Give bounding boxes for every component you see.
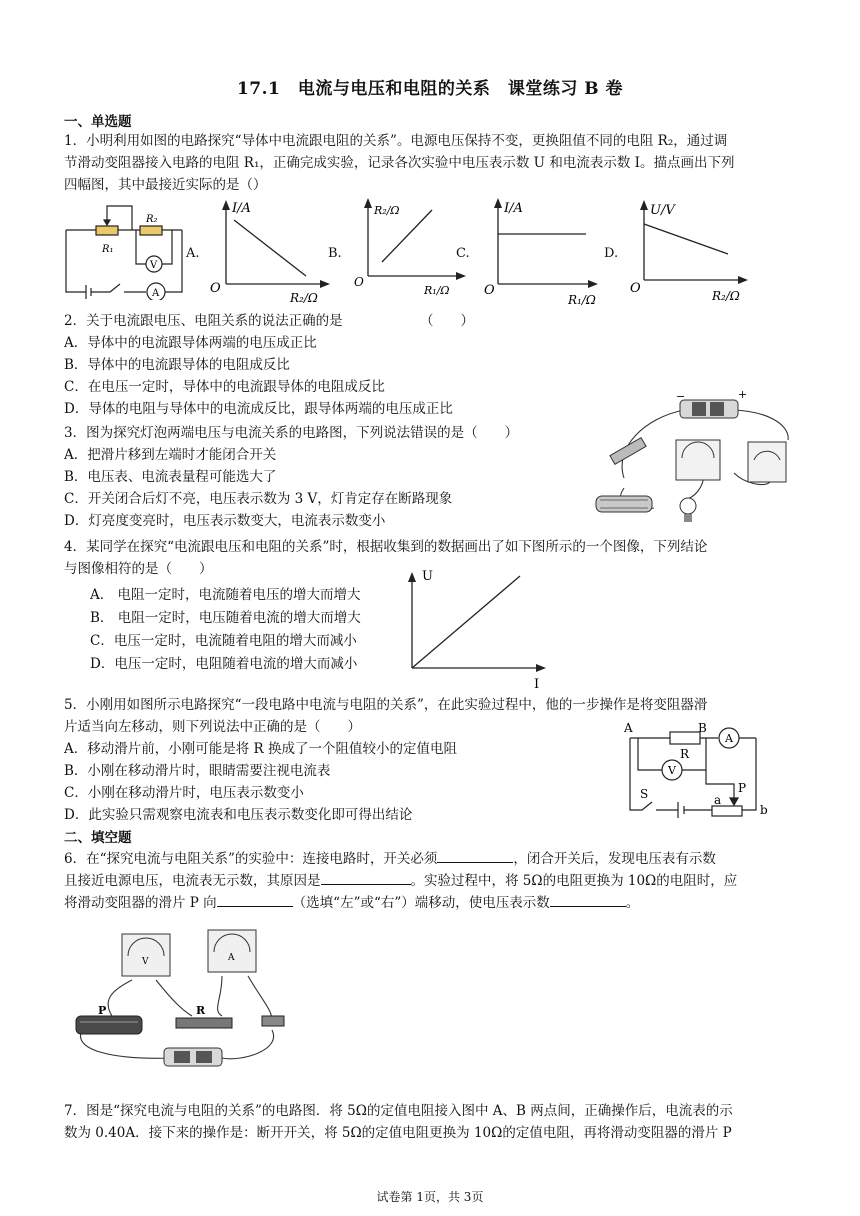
q6-text-1: 6．在“探究电流与电阻关系”的实验中：连接电路时，开关必须 bbox=[64, 851, 438, 867]
q3-apparatus-illustration bbox=[584, 388, 800, 528]
q1-graph-c-ylabel: I/A bbox=[504, 201, 523, 216]
q3-option-b: B．电压表、电流表量程可能选大了 bbox=[64, 469, 277, 485]
q1-option-b: B. bbox=[328, 246, 342, 261]
q4-option-a: A． 电阻一定时，电流随着电压的增大而增大 bbox=[90, 587, 361, 603]
q6-line1 bbox=[64, 848, 716, 870]
section-heading-fill-blank: 二、填空题 bbox=[64, 830, 132, 846]
q5-option-c: C．小刚在移动滑片时，电压表示数变小 bbox=[64, 785, 304, 801]
q4-line1: 4．某同学在探究“电流跟电压和电阻的关系”时，根据收集到的数据画出了如下图所示的一个图像，下列结论 bbox=[64, 539, 708, 555]
q5-option-b: B．小刚在移动滑片时，眼睛需要注视电流表 bbox=[64, 763, 331, 779]
q3-battery-minus: − bbox=[676, 390, 686, 403]
q2-option-b: B．导体中的电流跟导体的电阻成反比 bbox=[64, 357, 290, 373]
q1-graph-d-origin: O bbox=[630, 281, 641, 296]
q6-slider-label: P bbox=[98, 1004, 107, 1017]
q1-option-c: C. bbox=[456, 246, 470, 261]
q1-graph-c-origin: O bbox=[484, 283, 495, 298]
q3-option-a: A．把滑片移到左端时才能闭合开关 bbox=[64, 447, 277, 463]
q3-battery-plus: + bbox=[738, 388, 748, 401]
q1-circuit-diagram bbox=[62, 200, 192, 300]
q2-option-c: C．在电压一定时，导体中的电流跟导体的电阻成反比 bbox=[64, 379, 385, 395]
q1-graph-a-origin: O bbox=[210, 281, 221, 296]
q6-ammeter-label: A bbox=[228, 953, 235, 963]
q6-text-6: （选填“左”或“右”）端移动，使电压表示数 bbox=[292, 895, 550, 911]
q6-blank-2[interactable] bbox=[321, 870, 411, 885]
q1-graph-d-ylabel: U/V bbox=[650, 203, 675, 218]
q5-line1: 5．小刚用如图所示电路探究“一段电路中电流与电阻的关系”，在此实验过程中，他的一步操作是将变阻器滑 bbox=[64, 697, 708, 713]
q1-graph-d bbox=[628, 196, 752, 308]
q5-option-a: A．移动滑片前，小刚可能是将 R 换成了一个阻值较小的定值电阻 bbox=[64, 741, 457, 757]
q6-resistor-label: R bbox=[196, 1004, 206, 1017]
q6-blank-1[interactable] bbox=[437, 848, 513, 863]
q1-graph-b-origin: O bbox=[354, 275, 364, 289]
q6-text-3: 且接近电源电压，电流表无示数，其原因是 bbox=[64, 873, 321, 889]
q1-graph-a-ylabel: I/A bbox=[232, 201, 251, 216]
q4-line2: 与图像相符的是（ ） bbox=[64, 561, 213, 577]
q6-text-2: ，闭合开关后，发现电压表有示数 bbox=[513, 851, 716, 867]
q1-circuit-r1-label: R₁ bbox=[102, 244, 114, 255]
q2-option-a: A．导体中的电流跟导体两端的电压成正比 bbox=[64, 335, 317, 351]
q5-resistor-label: R bbox=[680, 747, 690, 761]
q1-graph-b-xlabel: R₁/Ω bbox=[424, 284, 450, 297]
q6-apparatus-illustration bbox=[72, 920, 302, 1080]
q2-option-d: D．导体的电阻与导体中的电流成反比，跟导体两端的电压成正比 bbox=[64, 401, 453, 417]
q4-graph bbox=[402, 564, 552, 692]
q6-voltmeter-label: V bbox=[142, 957, 149, 967]
q1-circuit-ammeter-label: A bbox=[152, 288, 160, 299]
q2-stem: 2．关于电流跟电压、电阻关系的说法正确的是 bbox=[64, 313, 343, 329]
q5-slider-p-label: P bbox=[738, 781, 747, 795]
q1-option-a: A. bbox=[186, 246, 200, 261]
q1-line3: 四幅图，其中最接近实际的是（） bbox=[64, 177, 267, 193]
q3-option-c: C．开关闭合后灯不亮，电压表示数为 3 V，灯肯定存在断路现象 bbox=[64, 491, 453, 507]
q3-option-d: D．灯亮度变亮时，电压表示数变大，电流表示数变小 bbox=[64, 513, 386, 529]
q1-line1: 1．小明利用如图的电路探究“导体中电流跟电阻的关系”。电源电压保持不变，更换阻值不同的电阻 R₂，通过调 bbox=[64, 133, 728, 149]
q1-graph-c-xlabel: R₁/Ω bbox=[568, 293, 596, 307]
q4-option-b: B． 电阻一定时，电压随着电流的增大而增大 bbox=[90, 610, 361, 626]
q5-end-a-label: a bbox=[714, 793, 722, 807]
q1-circuit-voltmeter-label: V bbox=[150, 260, 158, 271]
q5-circuit-diagram bbox=[614, 718, 786, 822]
q6-line3 bbox=[64, 892, 639, 914]
q1-graph-a bbox=[206, 196, 336, 308]
q1-graph-c bbox=[482, 194, 602, 308]
q6-text-4: 。实验过程中，将 5Ω的电阻更换为 10Ω的电阻时，应 bbox=[410, 873, 738, 889]
q7-line2: 数为 0.40A．接下来的操作是：断开开关，将 5Ω的定值电阻更换为 10Ω的定值电阻，再将滑动变阻器的滑片 P bbox=[64, 1125, 732, 1141]
q5-point-a-label: A bbox=[624, 721, 633, 735]
q6-blank-4[interactable] bbox=[550, 892, 626, 907]
q5-option-d: D．此实验只需观察电流表和电压表示数变化即可得出结论 bbox=[64, 807, 413, 823]
q1-graph-d-xlabel: R₂/Ω bbox=[712, 289, 740, 303]
q5-switch-label: S bbox=[640, 787, 649, 801]
q5-line2: 片适当向左移动，则下列说法中正确的是（ ） bbox=[64, 719, 361, 735]
q2-answer-paren: （ ） bbox=[420, 313, 474, 329]
section-heading-single-choice: 一、单选题 bbox=[64, 114, 132, 130]
q3-stem: 3．图为探究灯泡两端电压与电流关系的电路图，下列说法错误的是（ ） bbox=[64, 425, 519, 441]
q6-text-7: 。 bbox=[625, 895, 640, 911]
q7-line1: 7．图是“探究电流与电阻的关系”的电路图．将 5Ω的定值电阻接入图中 A、B 两点间，正确操作后，电流表的示 bbox=[64, 1103, 733, 1119]
q4-graph-xlabel: I bbox=[534, 677, 540, 692]
q6-line2 bbox=[64, 870, 737, 892]
q5-ammeter-label: A bbox=[725, 732, 733, 745]
q1-graph-b-ylabel: R₂/Ω bbox=[374, 204, 400, 217]
q6-blank-3[interactable] bbox=[217, 892, 293, 907]
page-title: 17.1 电流与电压和电阻的关系 课堂练习 B 卷 bbox=[236, 79, 624, 99]
q5-voltmeter-label: V bbox=[668, 764, 676, 777]
q1-line2: 节滑动变阻器接入电路的电阻 R₁，正确完成实验，记录各次实验中电压表示数 U 和电流表示数 I。描点画出下列 bbox=[64, 155, 735, 171]
q1-graph-b bbox=[350, 196, 470, 308]
q1-graph-a-xlabel: R₂/Ω bbox=[290, 291, 318, 305]
q5-point-b-label: B bbox=[698, 721, 707, 735]
q1-option-d: D. bbox=[604, 246, 619, 261]
q4-option-d: D．电压一定时，电阻随着电流的增大而减小 bbox=[90, 656, 358, 672]
q6-text-5: 将滑动变阻器的滑片 P 向 bbox=[64, 895, 217, 911]
q4-graph-ylabel: U bbox=[422, 569, 433, 584]
q4-option-c: C．电压一定时，电流随着电阻的增大而减小 bbox=[90, 633, 357, 649]
q5-end-b-label: b bbox=[760, 803, 768, 817]
q1-circuit-r2-label: R₂ bbox=[146, 214, 158, 225]
page-footer: 试卷第 1页，共 3页 bbox=[376, 1190, 484, 1204]
